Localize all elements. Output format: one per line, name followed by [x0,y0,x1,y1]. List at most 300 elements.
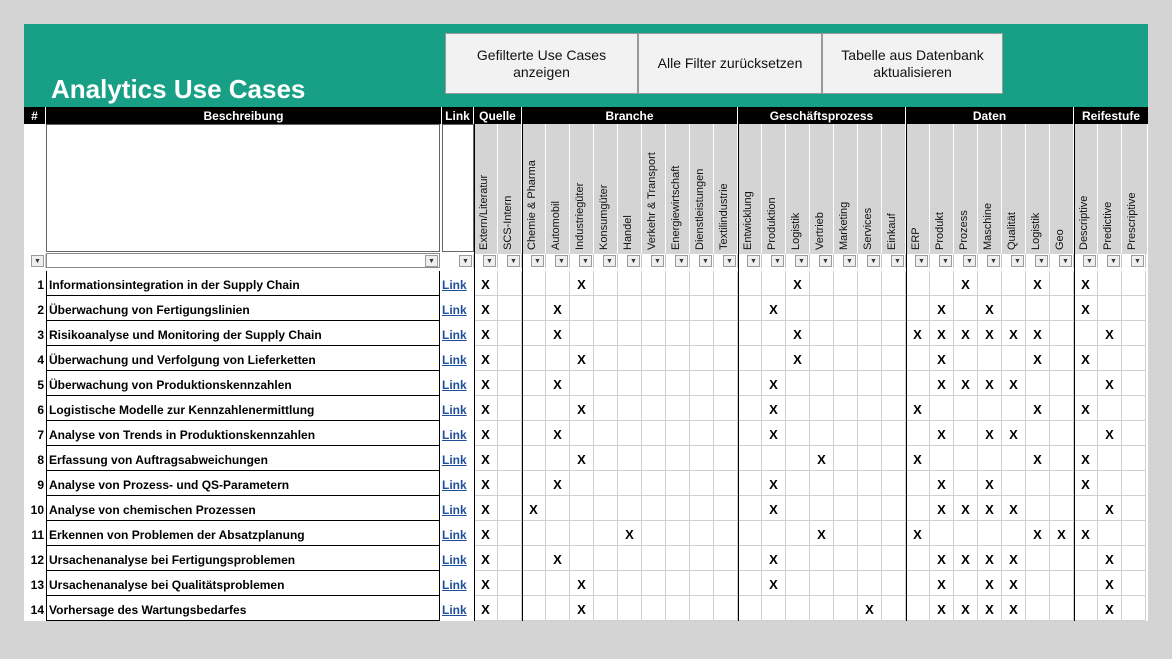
link-header-area [442,124,474,252]
row-number: 1 [37,278,44,292]
mark-cell: X [954,596,978,621]
column-filter-dropdown[interactable]: ▼ [579,255,592,267]
mark-cell [522,271,546,296]
mark-cell [594,571,618,596]
column-filter-dropdown[interactable]: ▼ [819,255,832,267]
divider [1074,107,1075,621]
mark-cell [1098,446,1122,471]
mark-cell [786,446,810,471]
mark-cell: X [810,521,834,546]
mark-cell [714,346,738,371]
row-link[interactable]: Link [442,278,467,292]
mark-cell [666,421,690,446]
mark-cell [618,471,642,496]
mark-cell [882,396,906,421]
column-header-label: Handel [622,215,634,250]
column-filter-dropdown[interactable]: ▼ [771,255,784,267]
column-header [522,124,546,254]
mark-cell [1026,571,1050,596]
mark-cell [570,546,594,571]
row-number: 9 [37,478,44,492]
mark-cell [906,571,930,596]
mark-cell [594,296,618,321]
mark-cell: X [474,421,498,446]
column-header-label: Vertrieb [814,212,826,250]
table-row [24,596,1148,621]
column-filter [882,254,906,268]
mark-cell: X [978,596,1002,621]
column-filter [930,254,954,268]
mark-cell [546,596,570,621]
mark-cell: X [930,596,954,621]
column-header-label: Verkehr & Transport [646,152,658,250]
mark-cell: X [570,271,594,296]
column-header-label: Geo [1054,229,1066,250]
column-header [834,124,858,254]
mark-cell [786,596,810,621]
row-number: 7 [37,428,44,442]
mark-cell [498,546,522,571]
mark-cell [786,571,810,596]
mark-cell [954,521,978,546]
row-link[interactable]: Link [442,528,467,542]
table-row [24,396,1148,421]
show-filtered-use-cases-button[interactable]: Gefilterte Use Cases anzeigen [445,33,638,94]
column-header [978,124,1002,254]
row-link[interactable]: Link [442,503,467,517]
mark-cell: X [978,471,1002,496]
column-filter [714,254,738,268]
row-link[interactable]: Link [442,453,467,467]
mark-cell [738,471,762,496]
mark-cell [906,546,930,571]
row-link[interactable]: Link [442,303,467,317]
mark-cell [522,446,546,471]
mark-cell [1098,471,1122,496]
column-header [762,124,786,254]
mark-cell [690,271,714,296]
row-description: Risikoanalyse und Monitoring der Supply Chain [46,321,440,346]
mark-cell [690,371,714,396]
mark-cell [594,271,618,296]
mark-cell [786,521,810,546]
column-filter-dropdown[interactable]: ▼ [1107,255,1120,267]
description-filter-input[interactable] [46,253,440,268]
mark-cell [594,371,618,396]
column-filter-dropdown[interactable]: ▼ [723,255,736,267]
column-filter-dropdown[interactable]: ▼ [1131,255,1144,267]
mark-cell [1026,546,1050,571]
table-row [24,346,1148,371]
column-header [810,124,834,254]
mark-cell: X [1074,521,1098,546]
column-filter-dropdown[interactable]: ▼ [747,255,760,267]
mark-cell [522,296,546,321]
column-filter [858,254,882,268]
mark-cell [642,421,666,446]
mark-cell [882,471,906,496]
mark-cell [978,396,1002,421]
mark-cell: X [930,346,954,371]
row-number: 12 [30,553,44,567]
row-link[interactable]: Link [442,328,467,342]
mark-cell [642,396,666,421]
mark-cell [1026,421,1050,446]
mark-cell [882,546,906,571]
column-filter-dropdown[interactable]: ▼ [915,255,928,267]
column-filter-dropdown[interactable]: ▼ [867,255,880,267]
column-header [546,124,570,254]
mark-cell [738,446,762,471]
column-filter-dropdown[interactable]: ▼ [843,255,856,267]
row-description: Überwachung von Fertigungslinien [46,296,440,321]
mark-cell: X [1002,421,1026,446]
row-link[interactable]: Link [442,553,467,567]
num-filter [24,254,46,268]
column-header-label: Prozess [958,210,970,250]
mark-cell [714,496,738,521]
column-filter-dropdown[interactable]: ▼ [1083,255,1096,267]
mark-cell [858,421,882,446]
mark-cell [1050,596,1074,621]
column-filter-dropdown[interactable]: ▼ [483,255,496,267]
mark-cell [498,446,522,471]
column-filter [786,254,810,268]
mark-cell [498,496,522,521]
row-number: 4 [37,353,44,367]
mark-cell: X [930,321,954,346]
column-header-label: Energiewirtschaft [670,165,682,250]
mark-cell [1074,596,1098,621]
column-filter-dropdown[interactable]: ▼ [891,255,904,267]
mark-cell: X [522,496,546,521]
mark-cell [594,396,618,421]
mark-cell [666,396,690,421]
mark-cell: X [930,496,954,521]
mark-cell [954,571,978,596]
mark-cell [762,446,786,471]
mark-cell [618,271,642,296]
mark-cell: X [762,296,786,321]
row-link[interactable]: Link [442,478,467,492]
mark-cell [954,346,978,371]
mark-cell [834,571,858,596]
mark-cell [570,321,594,346]
column-header [690,124,714,254]
column-filter [810,254,834,268]
column-filter-dropdown[interactable]: ▼ [603,255,616,267]
column-header-label: Textilindustrie [718,183,730,250]
mark-cell [498,321,522,346]
column-header-label: Prescriptive [1126,192,1138,250]
column-header [1026,124,1050,254]
column-filter-dropdown[interactable]: ▼ [531,255,544,267]
mark-cell [618,346,642,371]
description-filter-dropdown[interactable]: ▼ [425,255,438,267]
header-num: # [24,107,46,124]
mark-cell [786,296,810,321]
mark-cell [714,571,738,596]
mark-cell: X [1074,296,1098,321]
mark-cell: X [978,321,1002,346]
mark-cell [1122,571,1146,596]
column-header [858,124,882,254]
mark-cell: X [1002,371,1026,396]
mark-cell [690,571,714,596]
mark-cell [1122,271,1146,296]
mark-cell [594,346,618,371]
column-filter [594,254,618,268]
mark-cell [690,346,714,371]
mark-cell [642,496,666,521]
mark-cell [1122,546,1146,571]
column-filter-dropdown[interactable]: ▼ [939,255,952,267]
mark-cell [1122,521,1146,546]
mark-cell [810,371,834,396]
mark-cell [546,396,570,421]
column-filter [1074,254,1098,268]
mark-cell [1122,371,1146,396]
mark-cell [690,446,714,471]
mark-cell: X [978,421,1002,446]
mark-cell [1002,446,1026,471]
link-filter-dropdown[interactable]: ▼ [459,255,472,267]
mark-cell [1074,571,1098,596]
mark-cell: X [954,371,978,396]
column-header-label: Maschine [982,202,994,250]
column-header [882,124,906,254]
column-filter-dropdown[interactable]: ▼ [555,255,568,267]
mark-cell [570,371,594,396]
spreadsheet [24,24,1148,621]
mark-cell [882,496,906,521]
mark-cell: X [1002,596,1026,621]
refresh-table-button[interactable]: Tabelle aus Datenbank aktualisieren [822,33,1003,94]
mark-cell [498,571,522,596]
mark-cell [1050,371,1074,396]
mark-cell [714,596,738,621]
mark-cell: X [1002,321,1026,346]
row-link[interactable]: Link [442,578,467,592]
mark-cell [714,296,738,321]
row-link[interactable]: Link [442,428,467,442]
column-header-label: Qualität [1006,212,1018,250]
mark-cell [858,546,882,571]
row-link[interactable]: Link [442,378,467,392]
column-filter [954,254,978,268]
mark-cell [666,546,690,571]
mark-cell: X [1098,371,1122,396]
mark-cell [618,571,642,596]
mark-cell [930,521,954,546]
column-filter [1122,254,1146,268]
mark-cell [834,471,858,496]
table-row [24,496,1148,521]
column-filter-dropdown[interactable]: ▼ [987,255,1000,267]
mark-cell: X [474,546,498,571]
mark-cell [858,496,882,521]
mark-cell: X [1098,571,1122,596]
mark-cell [858,321,882,346]
mark-cell [594,521,618,546]
num-filter-dropdown[interactable]: ▼ [31,255,44,267]
mark-cell [882,596,906,621]
mark-cell: X [978,496,1002,521]
column-filter-dropdown[interactable]: ▼ [699,255,712,267]
mark-cell: X [954,546,978,571]
table-row [24,446,1148,471]
mark-cell: X [546,546,570,571]
mark-cell [1050,421,1074,446]
mark-cell [762,346,786,371]
mark-cell [642,596,666,621]
mark-cell [1050,446,1074,471]
mark-cell [1050,496,1074,521]
mark-cell: X [474,446,498,471]
mark-cell [1074,421,1098,446]
mark-cell [858,446,882,471]
mark-cell [1026,496,1050,521]
row-link[interactable]: Link [442,353,467,367]
column-header [498,124,522,254]
mark-cell [1122,471,1146,496]
mark-cell [714,371,738,396]
mark-cell [642,446,666,471]
column-filter [618,254,642,268]
mark-cell [522,521,546,546]
mark-cell: X [570,571,594,596]
mark-cell [498,421,522,446]
mark-cell: X [1002,571,1026,596]
mark-cell [834,271,858,296]
column-filter [1026,254,1050,268]
row-link[interactable]: Link [442,403,467,417]
mark-cell [666,296,690,321]
column-header [786,124,810,254]
mark-cell [546,571,570,596]
mark-cell: X [1098,546,1122,571]
mark-cell [810,571,834,596]
mark-cell [1098,521,1122,546]
mark-cell [642,271,666,296]
mark-cell [978,346,1002,371]
mark-cell: X [1074,396,1098,421]
row-number: 14 [30,603,44,617]
mark-cell [858,346,882,371]
row-description: Erkennen von Problemen der Absatzplanung [46,521,440,546]
mark-cell [786,496,810,521]
column-filter [762,254,786,268]
mark-cell [786,371,810,396]
mark-cell: X [618,521,642,546]
column-filter-dropdown[interactable]: ▼ [963,255,976,267]
row-description: Informationsintegration in der Supply Chain [46,271,440,296]
mark-cell [810,321,834,346]
mark-cell [522,471,546,496]
column-header [1122,124,1148,254]
mark-cell [690,521,714,546]
mark-cell [714,471,738,496]
column-filter-dropdown[interactable]: ▼ [1011,255,1024,267]
mark-cell: X [570,396,594,421]
row-description: Überwachung und Verfolgung von Lieferketten [46,346,440,371]
column-header-label: Industriegüter [574,182,586,250]
mark-cell: X [810,446,834,471]
column-filter-dropdown[interactable]: ▼ [795,255,808,267]
column-filter-dropdown[interactable]: ▼ [507,255,520,267]
column-filter [474,254,498,268]
column-header [954,124,978,254]
column-header [906,124,930,254]
mark-cell [666,571,690,596]
mark-cell: X [762,396,786,421]
mark-cell [738,496,762,521]
mark-cell [594,471,618,496]
mark-cell [858,471,882,496]
mark-cell [522,346,546,371]
column-filter [1050,254,1074,268]
mark-cell [642,371,666,396]
mark-cell: X [762,496,786,521]
mark-cell: X [954,321,978,346]
row-description: Vorhersage des Wartungsbedarfes [46,596,440,621]
mark-cell [906,346,930,371]
mark-cell [930,271,954,296]
mark-cell [714,421,738,446]
mark-cell: X [1026,446,1050,471]
mark-cell [1002,271,1026,296]
mark-cell [738,271,762,296]
row-number: 6 [37,403,44,417]
table-row [24,421,1148,446]
mark-cell: X [474,471,498,496]
mark-cell [1002,521,1026,546]
mark-cell [906,596,930,621]
mark-cell [570,496,594,521]
row-description: Logistische Modelle zur Kennzahlenermittlung [46,396,440,421]
mark-cell: X [762,471,786,496]
mark-cell [810,471,834,496]
mark-cell: X [954,496,978,521]
mark-cell [498,471,522,496]
mark-cell [1002,471,1026,496]
mark-cell [954,471,978,496]
mark-cell [546,446,570,471]
mark-cell [786,546,810,571]
mark-cell [1122,296,1146,321]
column-filter-dropdown[interactable]: ▼ [627,255,640,267]
row-link[interactable]: Link [442,603,467,617]
reset-filters-button[interactable]: Alle Filter zurücksetzen [638,33,822,94]
mark-cell [1050,471,1074,496]
mark-cell: X [474,271,498,296]
column-filter-dropdown[interactable]: ▼ [1059,255,1072,267]
column-header-label: Produktion [766,197,778,250]
mark-cell: X [474,296,498,321]
mark-cell [882,346,906,371]
mark-cell [810,346,834,371]
mark-cell [906,371,930,396]
mark-cell [570,296,594,321]
column-filter-dropdown[interactable]: ▼ [675,255,688,267]
mark-cell [834,321,858,346]
mark-cell: X [1050,521,1074,546]
column-filter-dropdown[interactable]: ▼ [1035,255,1048,267]
column-filter [498,254,522,268]
mark-cell [834,371,858,396]
table-row [24,296,1148,321]
column-filter-dropdown[interactable]: ▼ [651,255,664,267]
